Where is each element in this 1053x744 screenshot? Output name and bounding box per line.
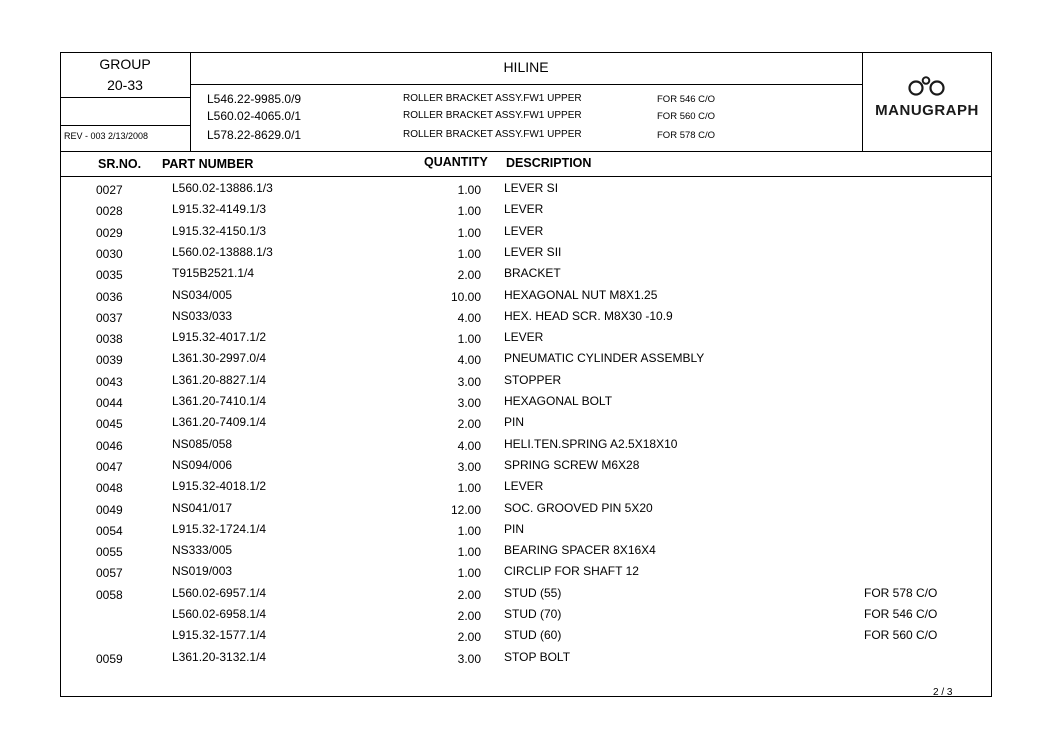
description-cell: CIRCLIP FOR SHAFT 12 bbox=[504, 564, 639, 579]
description-cell: SOC. GROOVED PIN 5X20 bbox=[504, 500, 653, 515]
rev-rule bbox=[60, 125, 190, 126]
quantity-cell: 3.00 bbox=[457, 374, 481, 389]
part-number-cell: L560.02-6958.1/4 bbox=[172, 607, 267, 621]
part-number-cell: L560.02-13888.1/3 bbox=[172, 244, 273, 259]
column-header-description: DESCRIPTION bbox=[506, 156, 592, 170]
quantity-cell: 2.00 bbox=[457, 630, 481, 645]
logo-text: MANUGRAPH bbox=[875, 102, 979, 119]
sr-no-cell: 0054 bbox=[96, 523, 123, 538]
header-bottom-rule bbox=[60, 151, 992, 152]
quantity-cell: 1.00 bbox=[457, 481, 481, 496]
sr-no-cell: 0059 bbox=[96, 651, 123, 666]
sr-no-cell: 0030 bbox=[96, 246, 123, 261]
part-number-cell: L915.32-4018.1/2 bbox=[172, 479, 267, 494]
assembly-part-number: L546.22-9985.0/9 bbox=[207, 92, 302, 106]
assembly-description: ROLLER BRACKET ASSY.FW1 UPPER bbox=[403, 129, 582, 140]
sr-no-cell: 0029 bbox=[96, 225, 123, 240]
quantity-cell: 3.00 bbox=[457, 396, 481, 410]
quantity-cell: 2.00 bbox=[457, 609, 481, 623]
part-number-cell: NS041/017 bbox=[172, 500, 233, 515]
quantity-cell: 2.00 bbox=[457, 268, 481, 283]
description-cell: HEXAGONAL BOLT bbox=[504, 394, 613, 408]
quantity-cell: 1.00 bbox=[457, 246, 481, 261]
description-cell: LEVER SII bbox=[504, 244, 562, 259]
quantity-cell: 1.00 bbox=[457, 183, 481, 197]
part-number-cell: L915.32-4149.1/3 bbox=[172, 202, 267, 217]
part-number-cell: L361.20-7409.1/4 bbox=[172, 415, 267, 430]
quantity-cell: 3.00 bbox=[457, 459, 481, 474]
part-number-cell: NS333/005 bbox=[172, 543, 233, 558]
column-header-quantity: QUANTITY bbox=[424, 155, 488, 169]
sr-no-cell: 0038 bbox=[96, 332, 123, 347]
description-cell: BEARING SPACER 8X16X4 bbox=[504, 543, 656, 558]
sr-no-cell: 0037 bbox=[96, 310, 123, 325]
quantity-cell: 1.00 bbox=[457, 523, 481, 538]
sr-no-cell: 0027 bbox=[96, 183, 123, 197]
part-number-cell: L915.32-4150.1/3 bbox=[172, 223, 267, 238]
sr-no-cell: 0046 bbox=[96, 438, 123, 453]
quantity-cell: 1.00 bbox=[457, 225, 481, 240]
sr-no-cell: 0048 bbox=[96, 481, 123, 496]
description-cell: LEVER bbox=[504, 330, 544, 345]
sr-no-cell: 0035 bbox=[96, 268, 123, 283]
part-number-cell: L361.20-8827.1/4 bbox=[172, 372, 267, 387]
quantity-cell: 4.00 bbox=[457, 438, 481, 453]
assembly-note: FOR 546 C/O bbox=[657, 94, 716, 105]
quantity-cell: 1.00 bbox=[457, 332, 481, 347]
description-cell: LEVER bbox=[504, 202, 544, 217]
column-header-part-number: PART NUMBER bbox=[162, 157, 254, 171]
column-header-sr-no: SR.NO. bbox=[98, 157, 142, 171]
assembly-part-number: L560.02-4065.0/1 bbox=[207, 109, 302, 123]
manugraph-logo bbox=[862, 52, 992, 152]
quantity-cell: 4.00 bbox=[457, 310, 481, 325]
title-rule bbox=[190, 84, 862, 85]
description-cell: STUD (60) bbox=[504, 628, 562, 643]
part-number-cell: L361.20-7410.1/4 bbox=[172, 394, 267, 408]
description-cell: STUD (70) bbox=[504, 607, 562, 621]
quantity-cell: 2.00 bbox=[457, 587, 481, 602]
description-cell: HELI.TEN.SPRING A2.5X18X10 bbox=[504, 436, 678, 451]
description-cell: PNEUMATIC CYLINDER ASSEMBLY bbox=[504, 351, 705, 366]
description-cell: LEVER bbox=[504, 223, 544, 238]
part-number-cell: L915.32-4017.1/2 bbox=[172, 330, 267, 345]
description-cell: LEVER bbox=[504, 479, 544, 494]
quantity-cell: 12.00 bbox=[450, 502, 481, 517]
part-number-cell: L560.02-13886.1/3 bbox=[172, 181, 273, 195]
quantity-cell: 4.00 bbox=[457, 353, 481, 368]
part-number-cell: NS033/033 bbox=[172, 308, 233, 323]
part-number-cell: L915.32-1724.1/4 bbox=[172, 521, 267, 536]
remark-cell: FOR 560 C/O bbox=[864, 628, 938, 643]
group-rule bbox=[60, 97, 190, 98]
sr-no-cell: 0047 bbox=[96, 459, 123, 474]
sr-no-cell: 0036 bbox=[96, 289, 123, 304]
remark-cell: FOR 546 C/O bbox=[864, 607, 938, 621]
description-cell: STOPPER bbox=[504, 372, 562, 387]
quantity-cell: 3.00 bbox=[457, 651, 481, 666]
sr-no-cell: 0057 bbox=[96, 566, 123, 581]
sr-no-cell: 0039 bbox=[96, 353, 123, 368]
group-label: GROUP bbox=[99, 56, 151, 72]
description-cell: HEX. HEAD SCR. M8X30 -10.9 bbox=[504, 308, 673, 323]
description-cell: PIN bbox=[504, 521, 525, 536]
sr-no-cell: 0055 bbox=[96, 545, 123, 560]
sr-no-cell: 0043 bbox=[96, 374, 123, 389]
quantity-cell: 2.00 bbox=[457, 417, 481, 432]
column-header-rule bbox=[60, 176, 992, 177]
assembly-part-number: L578.22-8629.0/1 bbox=[207, 128, 302, 142]
assembly-description: ROLLER BRACKET ASSY.FW1 UPPER bbox=[403, 110, 582, 121]
description-cell: SPRING SCREW M6X28 bbox=[504, 457, 640, 472]
description-cell: LEVER SI bbox=[504, 181, 559, 195]
sr-no-cell: 0058 bbox=[96, 587, 123, 602]
part-number-cell: NS094/006 bbox=[172, 457, 233, 472]
quantity-cell: 1.00 bbox=[457, 566, 481, 581]
sr-no-cell: 0045 bbox=[96, 417, 123, 432]
part-number-cell: L361.20-3132.1/4 bbox=[172, 649, 267, 664]
part-number-cell: NS019/003 bbox=[172, 564, 233, 579]
sr-no-cell: 0044 bbox=[96, 396, 123, 410]
quantity-cell: 1.00 bbox=[457, 204, 481, 219]
page-title: HILINE bbox=[503, 59, 549, 75]
sr-no-cell: 0049 bbox=[96, 502, 123, 517]
part-number-cell: L915.32-1577.1/4 bbox=[172, 628, 267, 643]
sr-no-cell: 0028 bbox=[96, 204, 123, 219]
quantity-cell: 1.00 bbox=[457, 545, 481, 560]
part-number-cell: T915B2521.1/4 bbox=[172, 266, 255, 281]
description-cell: STOP BOLT bbox=[504, 649, 571, 664]
part-number-cell: NS085/058 bbox=[172, 436, 233, 451]
part-number-cell: L560.02-6957.1/4 bbox=[172, 585, 267, 600]
assembly-note: FOR 578 C/O bbox=[657, 130, 716, 141]
revision-info: REV - 003 2/13/2008 bbox=[64, 131, 149, 141]
remark-cell: FOR 578 C/O bbox=[864, 585, 938, 600]
description-cell: STUD (55) bbox=[504, 585, 562, 600]
group-code: 20-33 bbox=[107, 77, 143, 93]
page-number: 2 / 3 bbox=[933, 687, 953, 698]
description-cell: BRACKET bbox=[504, 266, 561, 281]
quantity-cell: 10.00 bbox=[450, 289, 481, 304]
description-cell: PIN bbox=[504, 415, 525, 430]
part-number-cell: NS034/005 bbox=[172, 287, 233, 302]
assembly-description: ROLLER BRACKET ASSY.FW1 UPPER bbox=[403, 93, 582, 104]
part-number-cell: L361.30-2997.0/4 bbox=[172, 351, 267, 366]
description-cell: HEXAGONAL NUT M8X1.25 bbox=[504, 287, 658, 302]
assembly-note: FOR 560 C/O bbox=[657, 111, 716, 122]
